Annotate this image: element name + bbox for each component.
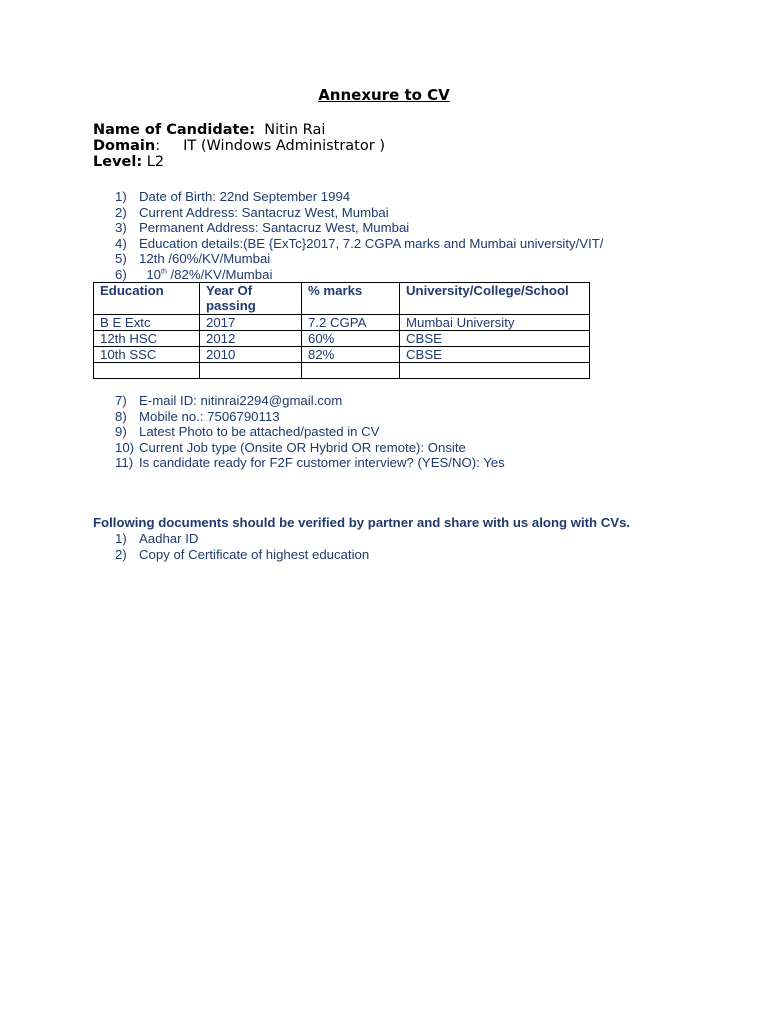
table-cell: CBSE (400, 331, 590, 347)
column-header: Year Of passing (200, 283, 302, 315)
contact-list (115, 393, 505, 471)
table-cell (400, 363, 590, 379)
list-item: 7) E-mail ID: nitinrai2294@gmail.com (115, 393, 343, 408)
table-cell: 10th SSC (94, 347, 200, 363)
list-item: 5) 12th /60%/KV/Mumbai (115, 251, 271, 266)
list-item: 6) 10th /82%/KV/Mumbai (115, 266, 273, 282)
list-item: 1) Date of Birth: 22nd September 1994 (115, 189, 351, 204)
list-item: 9) Latest Photo to be attached/pasted in CV (115, 424, 380, 439)
table-row (94, 315, 590, 331)
name-label: Name of Candidate (93, 122, 250, 138)
list-item: 3) Permanent Address: Santacruz West, Mumbai (115, 220, 410, 235)
candidate-name-line: Name of Candidate: Nitin Rai (93, 122, 326, 138)
domain-value: IT (Windows Administrator ) (183, 138, 385, 154)
table-cell: Mumbai University (400, 315, 590, 331)
candidate-name: Nitin Rai (264, 122, 326, 138)
level-line (93, 154, 164, 170)
level-label: Level: (93, 154, 143, 170)
list-item: 2) Current Address: Santacruz West, Mumbai (115, 204, 389, 220)
table-cell: 60% (302, 331, 400, 347)
level-value: L2 (146, 154, 165, 170)
table-row (94, 363, 590, 379)
table-cell: 7.2 CGPA (302, 315, 400, 331)
list-item: 2) Copy of Certificate of highest education (115, 546, 370, 562)
verification-notice: Following documents should be verified by partner and share with us along with CVs. (93, 515, 631, 530)
domain-label: Domain (93, 138, 156, 154)
table-cell (94, 363, 200, 379)
list-item: 10) Current Job type (Onsite OR Hybrid OR remote): Onsite (115, 439, 466, 455)
list-item: 11) Is candidate ready for F2F customer interview? (YES/NO): Yes (115, 455, 505, 470)
table-header-row (94, 283, 590, 315)
table-cell (200, 363, 302, 379)
column-header: University/College/School (400, 283, 590, 315)
details-list (115, 189, 603, 282)
table-cell: CBSE (400, 347, 590, 363)
table-cell: B E Extc (94, 315, 200, 331)
table-row (94, 347, 590, 363)
documents-list (115, 531, 369, 562)
table-cell: 82% (302, 347, 400, 363)
education-table (93, 282, 590, 379)
column-header: Education (94, 283, 200, 315)
column-header: % marks (302, 283, 400, 315)
table-cell: 2017 (200, 315, 302, 331)
page-title: Annexure to CV (318, 86, 450, 104)
table-cell: 12th HSC (94, 331, 200, 347)
list-item: 4) Education details:(BE {ExTc}2017, 7.2 CGPA marks and Mumbai university/VIT/ (115, 235, 604, 251)
table-row (94, 331, 590, 347)
list-item: 8) Mobile no.: 7506790113 (115, 408, 280, 424)
list-item: 1) Aadhar ID (115, 531, 199, 546)
domain-line: Domain: IT (Windows Administrator ) (93, 138, 385, 154)
table-cell: 2012 (200, 331, 302, 347)
table-cell (302, 363, 400, 379)
table-cell: 2010 (200, 347, 302, 363)
